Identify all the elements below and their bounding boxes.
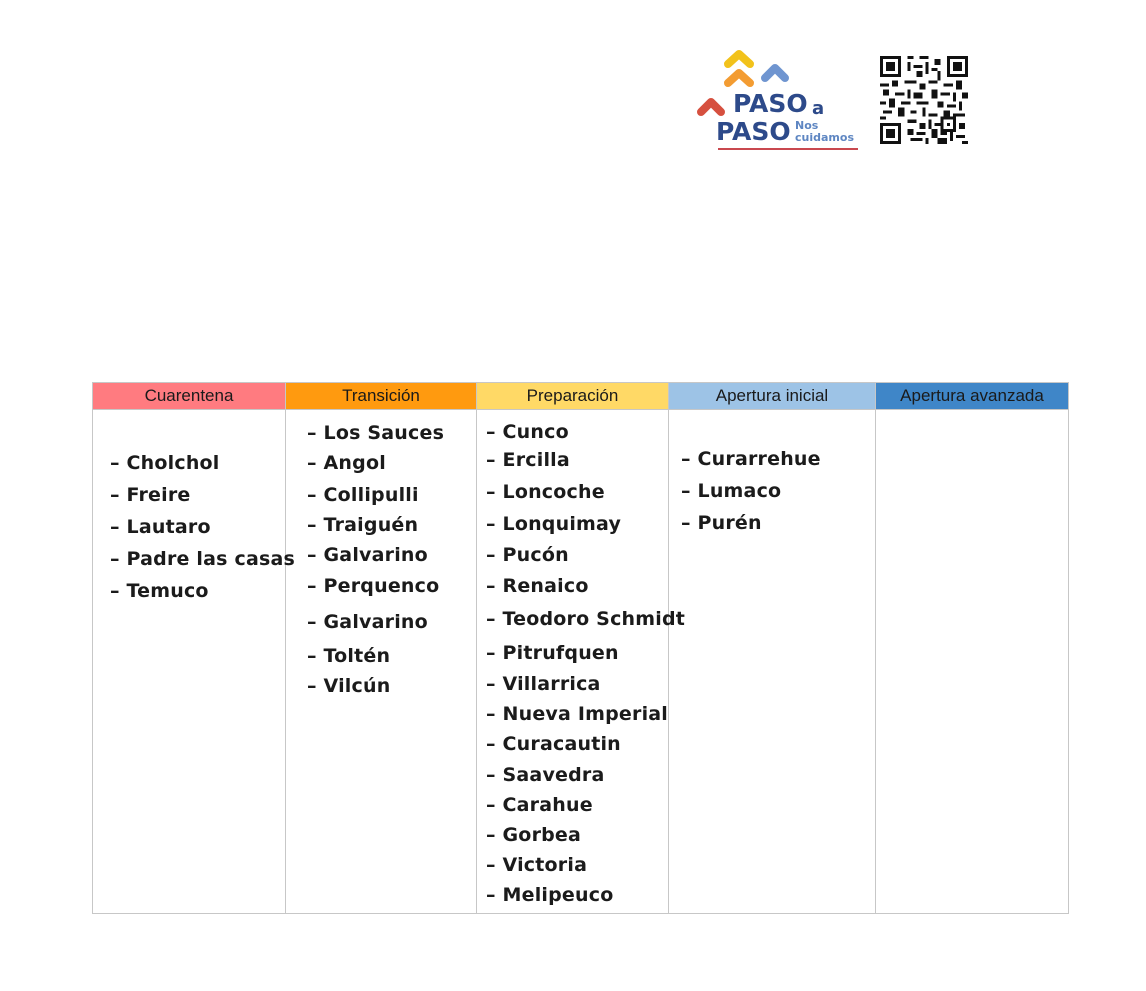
logo-word-paso-1: PASO: [733, 89, 808, 118]
apertura-avanzada-cell: [876, 410, 1069, 914]
logo-tagline-2: cuidamos: [795, 130, 854, 144]
municipality-item: – Villarrica: [486, 673, 601, 695]
logo-word-paso-2: PASO: [716, 117, 791, 146]
header-cuarentena: Cuarentena: [93, 383, 286, 410]
transicion-cell: [286, 410, 477, 914]
municipality-item: – Ercilla: [486, 449, 570, 471]
header-preparacion: Preparación: [477, 383, 669, 410]
logo-underline: [718, 148, 858, 150]
municipality-item: – Galvarino: [307, 544, 428, 566]
municipality-item: – Temuco: [110, 580, 209, 602]
municipality-item: – Carahue: [486, 794, 593, 816]
paso-a-paso-logo: [694, 48, 864, 152]
header-transicion: Transición: [286, 383, 477, 410]
municipality-item: – Lonquimay: [486, 513, 621, 535]
preparacion-cell: [477, 410, 686, 914]
municipality-item: – Vilcún: [307, 675, 390, 697]
municipality-item: – Renaico: [486, 575, 589, 597]
municipality-item: – Gorbea: [486, 824, 581, 846]
municipality-item: – Lautaro: [110, 516, 211, 538]
municipality-item: – Perquenco: [307, 575, 439, 597]
municipality-item: – Cunco: [486, 421, 569, 443]
municipality-item: – Curarrehue: [681, 448, 821, 470]
municipality-item: – Cholchol: [110, 452, 220, 474]
logo-tagline-1: Nos: [795, 119, 819, 132]
header-apertura-inicial: Apertura inicial: [669, 383, 876, 410]
municipality-item: – Melipeuco: [486, 884, 613, 906]
cuarentena-cell: [93, 410, 296, 914]
qr-code-icon[interactable]: [880, 56, 968, 144]
municipality-item: – Nueva Imperial: [486, 703, 668, 725]
municipality-item: – Loncoche: [486, 481, 605, 503]
municipality-item: – Toltén: [307, 645, 390, 667]
municipality-item: – Los Sauces: [307, 422, 444, 444]
municipality-item: – Purén: [681, 512, 762, 534]
municipality-item: – Traiguén: [307, 514, 418, 536]
phases-body-row: [93, 410, 1069, 914]
municipality-item: – Saavedra: [486, 764, 605, 786]
municipality-item: – Victoria: [486, 854, 587, 876]
header-apertura-avanzada: Apertura avanzada: [876, 383, 1069, 410]
municipality-item: – Lumaco: [681, 480, 781, 502]
municipality-item: – Curacautin: [486, 733, 621, 755]
municipality-item: – Galvarino: [307, 611, 428, 633]
municipality-item: – Pitrufquen: [486, 642, 619, 664]
logo-tagline: [795, 120, 854, 143]
municipality-item: – Pucón: [486, 544, 569, 566]
municipality-item: – Teodoro Schmidt: [486, 608, 685, 630]
phases-header-row: [93, 383, 1069, 410]
phases-table: [92, 382, 1069, 914]
municipality-item: – Collipulli: [307, 484, 419, 506]
municipality-item: – Padre las casas: [110, 548, 295, 570]
municipality-item: – Angol: [307, 452, 386, 474]
logo-word-a: a: [812, 98, 825, 119]
apertura-inicial-cell: [669, 410, 876, 914]
municipality-item: – Freire: [110, 484, 191, 506]
